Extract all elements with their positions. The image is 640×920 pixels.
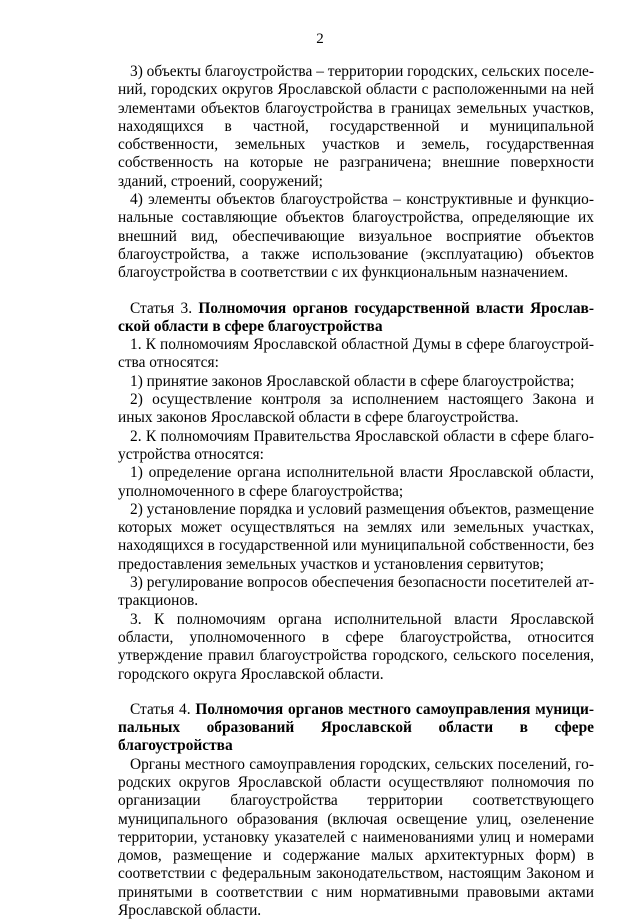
article-3-paragraph: 1. К полномочиям Ярославской областной Думы в сфере благоустройства относятся: bbox=[118, 336, 594, 372]
article-3-title: Полномочия органов государственной власти Ярославской области в сфере благоустройства bbox=[118, 299, 594, 335]
article-3-paragraph: 1) принятие законов Ярославской области в сфере благоустройства; bbox=[130, 372, 575, 390]
article-4-paragraph: Органы местного самоуправления городских, сельских поселений, городских округов Ярославской области осуществляют полномочия по организации благоустройства территории соответствующего муниципального образования (включая освещение улиц, озеленение территории, установку указателей с наименованиями улиц и номерами домов, размещение и содержание малых архитектурных форм) в соответствии с федеральным законодательством, настоящим Законом и принятыми в соответствии с ним нормативными правовыми актами Ярославской области. bbox=[118, 755, 594, 920]
article-3-paragraph: 2. К полномочиям Правительства Ярославской области в сфере благоустройства относятся: bbox=[118, 427, 594, 463]
article-4-label: Статья 4. bbox=[130, 700, 196, 718]
article-4-title: Полномочия органов местного самоуправления муниципальных образований Ярославской области в сфере благоустройства bbox=[118, 700, 594, 755]
definition-item-3: 3) объекты благоустройства – территории городских, сельских поселений, городских округов Ярославской области с расположенными на ней элементами объектов благоустройства в границах земельных участков, находящихся в частной, государственной и муниципальной собственности, земельных участков и земель, государственная собственность на которые не разграничена; внешние поверхности зданий, строений, сооружений; bbox=[118, 63, 594, 190]
article-3-paragraph: 1) определение органа исполнительной власти Ярославской области, уполномоченного в сфере благоустройства; bbox=[118, 464, 594, 500]
page-number: 2 bbox=[316, 31, 324, 47]
document-body bbox=[118, 63, 594, 920]
article-3-label: Статья 3. bbox=[130, 299, 199, 317]
article-3-paragraph: 2) осуществление контроля за исполнением настоящего Закона и иных законов Ярославской области в сфере благоустройства. bbox=[118, 391, 594, 427]
article-4-heading bbox=[118, 701, 594, 756]
article-3-heading bbox=[118, 300, 594, 337]
article-3-paragraph: 3. К полномочиям органа исполнительной власти Ярославской области, уполномоченного в сфере благоустройства, относится утверждение правил благоустройства городского, сельского поселения, городского округа Ярославской области. bbox=[118, 610, 594, 683]
article-3-paragraph: 3) регулирование вопросов обеспечения безопасности посетителей аттракционов. bbox=[118, 574, 594, 610]
definition-item-4: 4) элементы объектов благоустройства – конструктивные и функциональные составляющие объектов благоустройства, определяющие их внешний вид, обеспечивающие визуальное восприятие объектов благоустройства, а также использование (эксплуатацию) объектов благоустройства в соответствии с их функциональным назначением. bbox=[118, 191, 594, 282]
article-3-paragraph: 2) установление порядка и условий размещения объектов, размещение которых может осуществляться на землях или земельных участках, находящихся в государственной или муниципальной собственности, без предоставления земельных участков и установления сервитутов; bbox=[118, 500, 595, 573]
